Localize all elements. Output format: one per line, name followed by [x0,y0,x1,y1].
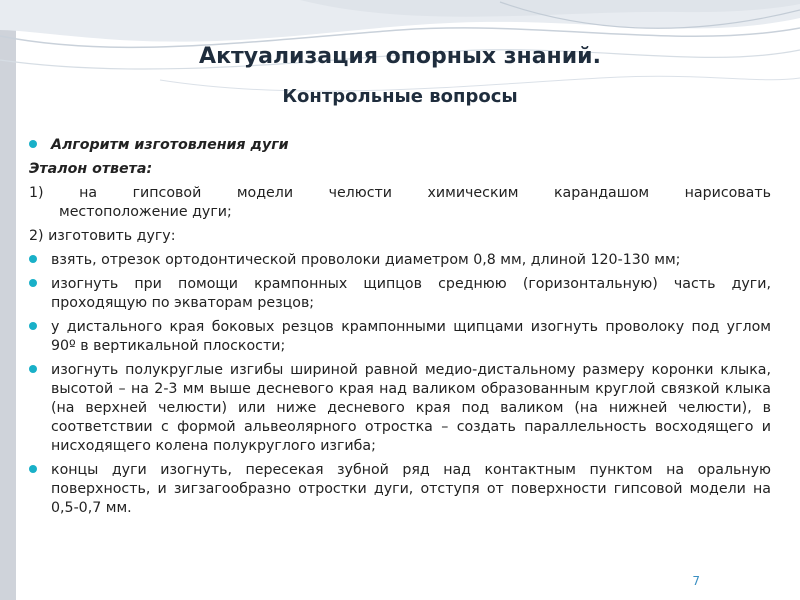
list-item [29,361,771,456]
list-item [29,251,771,270]
slide-content [29,136,771,523]
bullet-icon [29,279,37,287]
step-1-line-b: местоположение дуги; [59,204,232,220]
bullet-icon [29,365,37,373]
slide-title: Актуализация опорных знаний. [199,44,601,69]
list-item-text: изогнуть при помощи крампонных щипцов среднюю (горизонтальную) часть дуги, проходящую по экваторам резцов; [51,276,771,311]
step-1-line-a: 1) на гипсовой модели челюсти химическим карандашом нарисовать [29,185,771,201]
list-item-text: взять, отрезок ортодонтической проволоки диаметром 0,8 мм, длиной 120-130 мм; [51,252,681,268]
list-item-text: концы дуги изогнуть, пересекая зубной ряд над контактным пунктом на оральную поверхность, и зигзагообразно отростки дуги, отступя от поверхности гипсовой модели на 0,5-0,7 мм. [51,462,771,516]
bullet-icon [29,140,37,148]
bullet-icon [29,322,37,330]
list-item [29,318,771,356]
bullet-icon [29,255,37,263]
heading-item [29,136,771,155]
answer-label-text: Эталон ответа: [29,161,153,177]
list-item [29,461,771,518]
list-item-text: у дистального края боковых резцов крампонными щипцами изогнуть проволоку под углом 90º в вертикальной плоскости; [51,319,771,354]
list-item [29,275,771,313]
list-item-text: изогнуть полукруглые изгибы шириной равной медио-дистальному размеру коронки клыка, высотой – на 2-3 мм выше десневого края над валиком образованным круглой связкой клыка (на верхней челюсти) или ниже десневого края под валиком (на нижней челюсти), в соответствии с формой альвеолярного отростка – создать параллельность восходящего и нисходящего колена полукруглого изгиба; [51,362,771,454]
step-1 [29,184,771,222]
bullet-icon [29,465,37,473]
heading-text: Алгоритм изготовления дуги [51,137,289,153]
slide-subtitle: Контрольные вопросы [282,86,518,107]
answer-label [29,160,771,179]
page-number: 7 [692,574,700,588]
step-2: 2) изготовить дугу: [29,228,176,244]
